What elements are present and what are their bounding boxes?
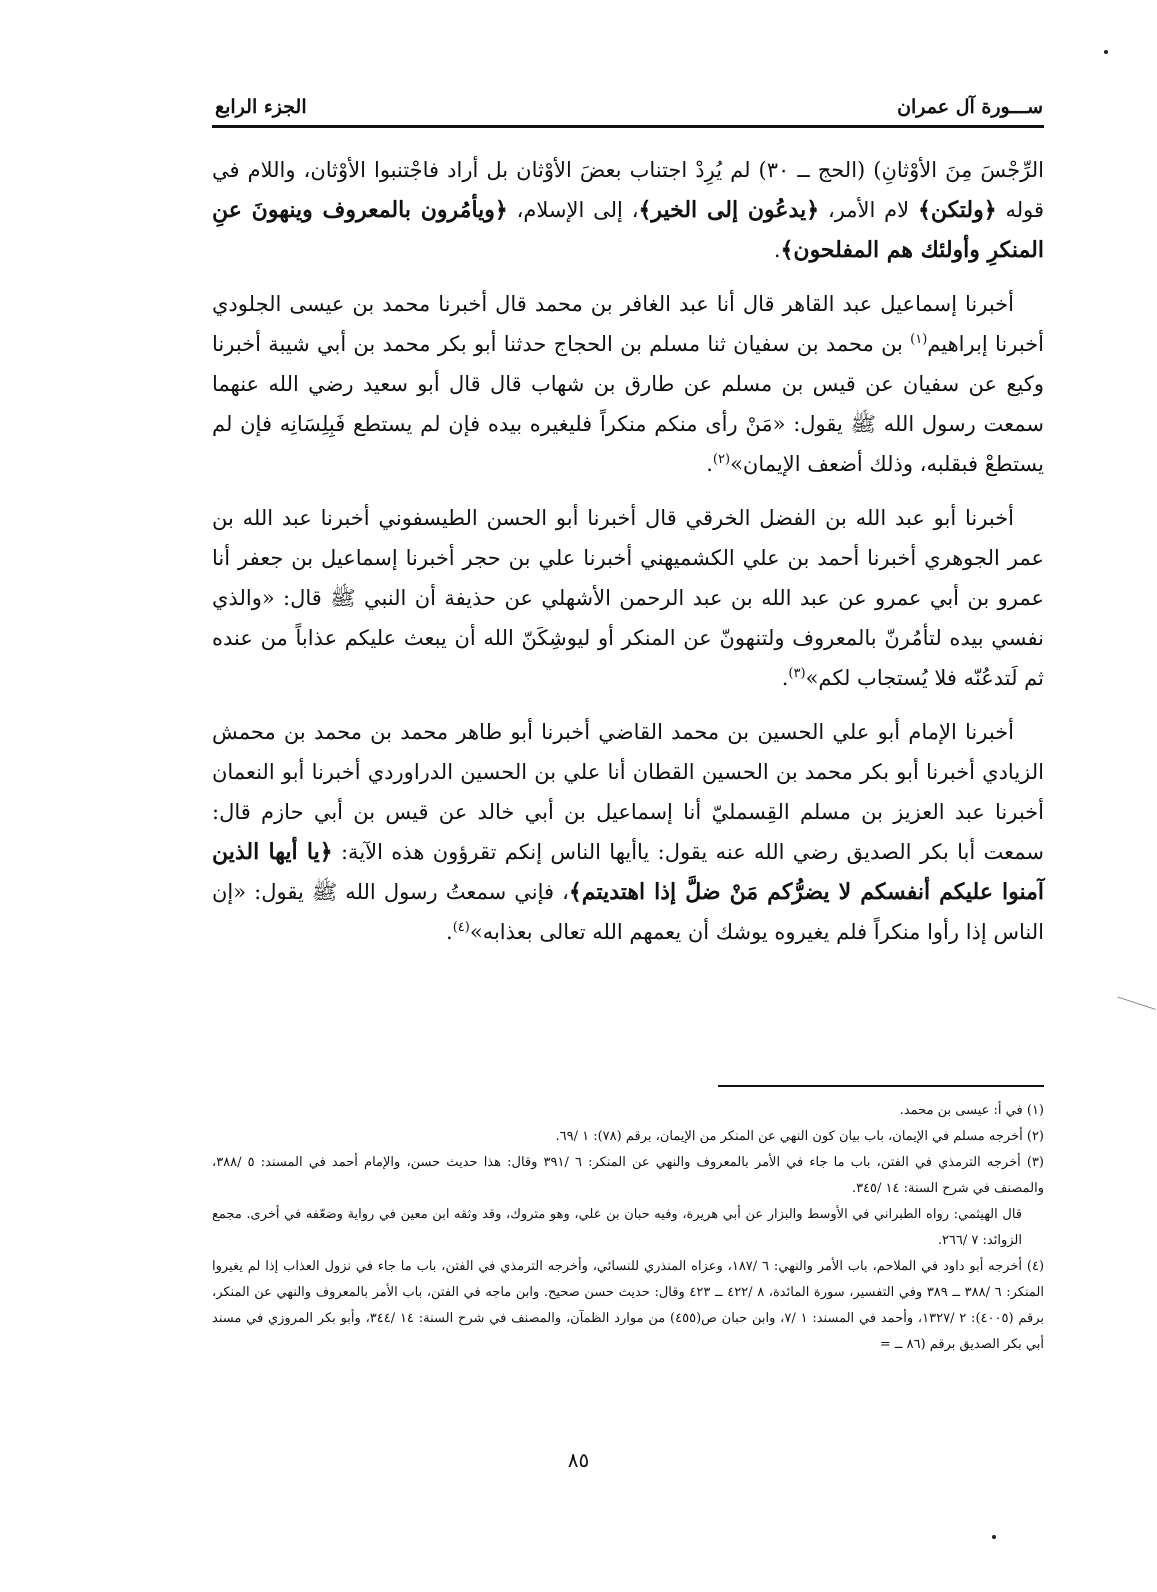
page-number: ٨٥ xyxy=(567,1448,590,1472)
text-run: ، فإني سمعتُ رسول الله ﷺ يقول: «إن الناس إذا رأوا منكراً فلم يغيروه يوشك أن يعمهم الله تعالى بعذابه» xyxy=(212,880,1044,944)
footnote-rule xyxy=(718,1085,1044,1087)
text-run: أخبرنا أبو عبد الله بن الفضل الخرقي قال أخبرنا أبو الحسن الطيسفوني أخبرنا عبد الله بن عمر الجوهري أخبرنا أحمد بن علي الكشميهني أخبرنا علي بن حجر أخبرنا إسماعيل بن جعفر أنا عمرو بن أبي عمرو عن عبد الله بن عبد الرحمن الأشهلي عن حذيفة أن النبي ﷺ قال: «والذي نفسي بيده لتأمُرنّ بالمعروف ولتنهونّ عن المنكر أو ليوشِكَنّ الله أن يبعث عليكم عذاباً من عنده ثم لَتدعُنّه فلا يُستجاب لكم» xyxy=(212,506,1044,690)
quran-verse: ﴿ويأمُرون بالمعروف وينهونَ عنِ المنكرِ وأولئك هم المفلحون﴾ xyxy=(212,197,1044,263)
text-run: ، إلى الإسلام، xyxy=(507,198,639,222)
footnote-3: (٣) أخرجه الترمذي في الفتن، باب ما جاء في الأمر بالمعروف والنهي عن المنكر: ٦ /٣٩١ وقال: هذا حديث حسن، والإمام أحمد في المسند: ٥ /٣٨٨، والمصنف في شرح السنة: ١٤ /٣٤٥. xyxy=(212,1155,1044,1196)
footnote-ref: (٢) xyxy=(712,452,731,467)
footnote-4: (٤) أخرجه أبو داود في الملاحم، باب الأمر والنهي: ٦ /١٨٧، وعزاه المنذري للنسائي، وأخرجه الترمذي في الفتن، باب ما جاء في نزول العذاب إذا لم يغيروا المنكر: ٦ /٣٨٨ ــ ٣٨٩ وفي التفسير، سورة المائدة، ٨ /٤٢٢ ــ ٤٢٣ وقال: حديث حسن صحيح. وابن ماجه في الفتن، باب الأمر بالمعروف والنهي عن المنكر، برقم (٤٠٠٥): ٢ /١٣٢٧، وأحمد في المسند: ١ /٧، وابن حبان ص(٤٥٥) من موارد الظمآن، والمصنف في شرح السنة: ١٤ /٣٤٤، وأبو بكر المروزي في مسند أبي بكر الصديق برقم (٨٦ ــ = xyxy=(212,1259,1045,1352)
quran-verse: ﴿ولتكن﴾ xyxy=(917,197,997,223)
part-title: الجزء الرابع xyxy=(215,96,307,118)
text-run: الرِّجْسَ مِنَ الأوْثانِ) (الحج ــ ٣٠) لم يُرِدْ اجتناب بعضَ الأوْثان بل أراد فاجْتنبوا الأوْثان، واللام في قوله xyxy=(212,158,1044,222)
scan-edge-mark xyxy=(1108,997,1156,1039)
footnote-1: (١) في أ: عيسى بن محمد. xyxy=(899,1103,1044,1118)
quran-verse: ﴿يا أيها الذين آمنوا عليكم أنفسكم لا يضرُّكم مَنْ ضلَّ إذا اهتديتم﴾ xyxy=(212,839,1045,905)
main-text xyxy=(212,150,1044,966)
paragraph-2 xyxy=(212,284,1044,484)
footnotes xyxy=(212,1098,1044,1358)
running-header xyxy=(215,86,1043,118)
text-run: . xyxy=(706,452,713,476)
paragraph-4 xyxy=(212,712,1044,952)
footnote-2: (٢) أخرجه مسلم في الإيمان، باب بيان كون النهي عن المنكر من الإيمان، برقم (٧٨): ١ /٦٩. xyxy=(555,1129,1044,1144)
header-rule xyxy=(212,125,1044,128)
paragraph-3 xyxy=(212,498,1044,698)
footnote-ref: (٣) xyxy=(788,666,806,681)
text-run: أخبرنا إسماعيل عبد القاهر قال أنا عبد الغافر بن محمد قال أخبرنا محمد بن عيسى الجلودي أخبرنا إبراهيم xyxy=(212,292,1044,356)
paragraph-1 xyxy=(212,150,1044,270)
text-run: . xyxy=(773,238,781,262)
footnote-ref: (١) xyxy=(910,332,928,347)
quran-verse: ﴿يدعُون إلى الخير﴾ xyxy=(638,197,820,223)
text-run: لام الأمر، xyxy=(819,198,918,222)
text-run: أخبرنا الإمام أبو علي الحسين بن محمد القاضي أخبرنا أبو طاهر محمد بن محمد بن محمش الزيادي أخبرنا أبو بكر محمد بن الحسين القطان أنا علي بن الحسين الدراوردي أخبرنا أبو النعمان أخبرنا عبد العزيز بن مسلم القِسمليّ أنا إسماعيل بن أبي خالد عن قيس بن أبي حازم قال: سمعت أبا بكر الصديق رضي الله عنه يقول: ياأيها الناس إنكم تقرؤون هذه الآية: xyxy=(212,720,1044,864)
text-run: بن محمد بن سفيان ثنا مسلم بن الحجاج حدثنا أبو بكر محمد بن أبي شيبة أخبرنا وكيع عن سفيان عن قيس بن مسلم عن طارق بن شهاب قال قال أبو سعيد رضي الله عنهما سمعت رسول الله ﷺ يقول: «مَنْ رأى منكم منكراً فليغيره بيده فإن لم يستطع فَبِلِسَانِه فإن لم يستطعْ فبقلبه، وذلك أضعف الإيمان» xyxy=(212,332,1044,476)
scan-speck xyxy=(992,1535,996,1539)
text-run: . xyxy=(446,920,453,944)
surah-title: ســـورة آل عمران xyxy=(897,96,1043,118)
footnote-ref: (٤) xyxy=(452,920,470,935)
footnote-3-continued: قال الهيثمي: رواه الطبراني في الأوسط والبزار عن أبي هريرة، وفيه حبان بن علي، وهو متروك، وقد وثقه ابن معين في رواية وضعّفه في أخرى. مجمع الزوائد: ٧ /٢٦٦. xyxy=(212,1207,1022,1248)
text-run: . xyxy=(781,666,789,690)
scan-speck xyxy=(1104,50,1108,54)
